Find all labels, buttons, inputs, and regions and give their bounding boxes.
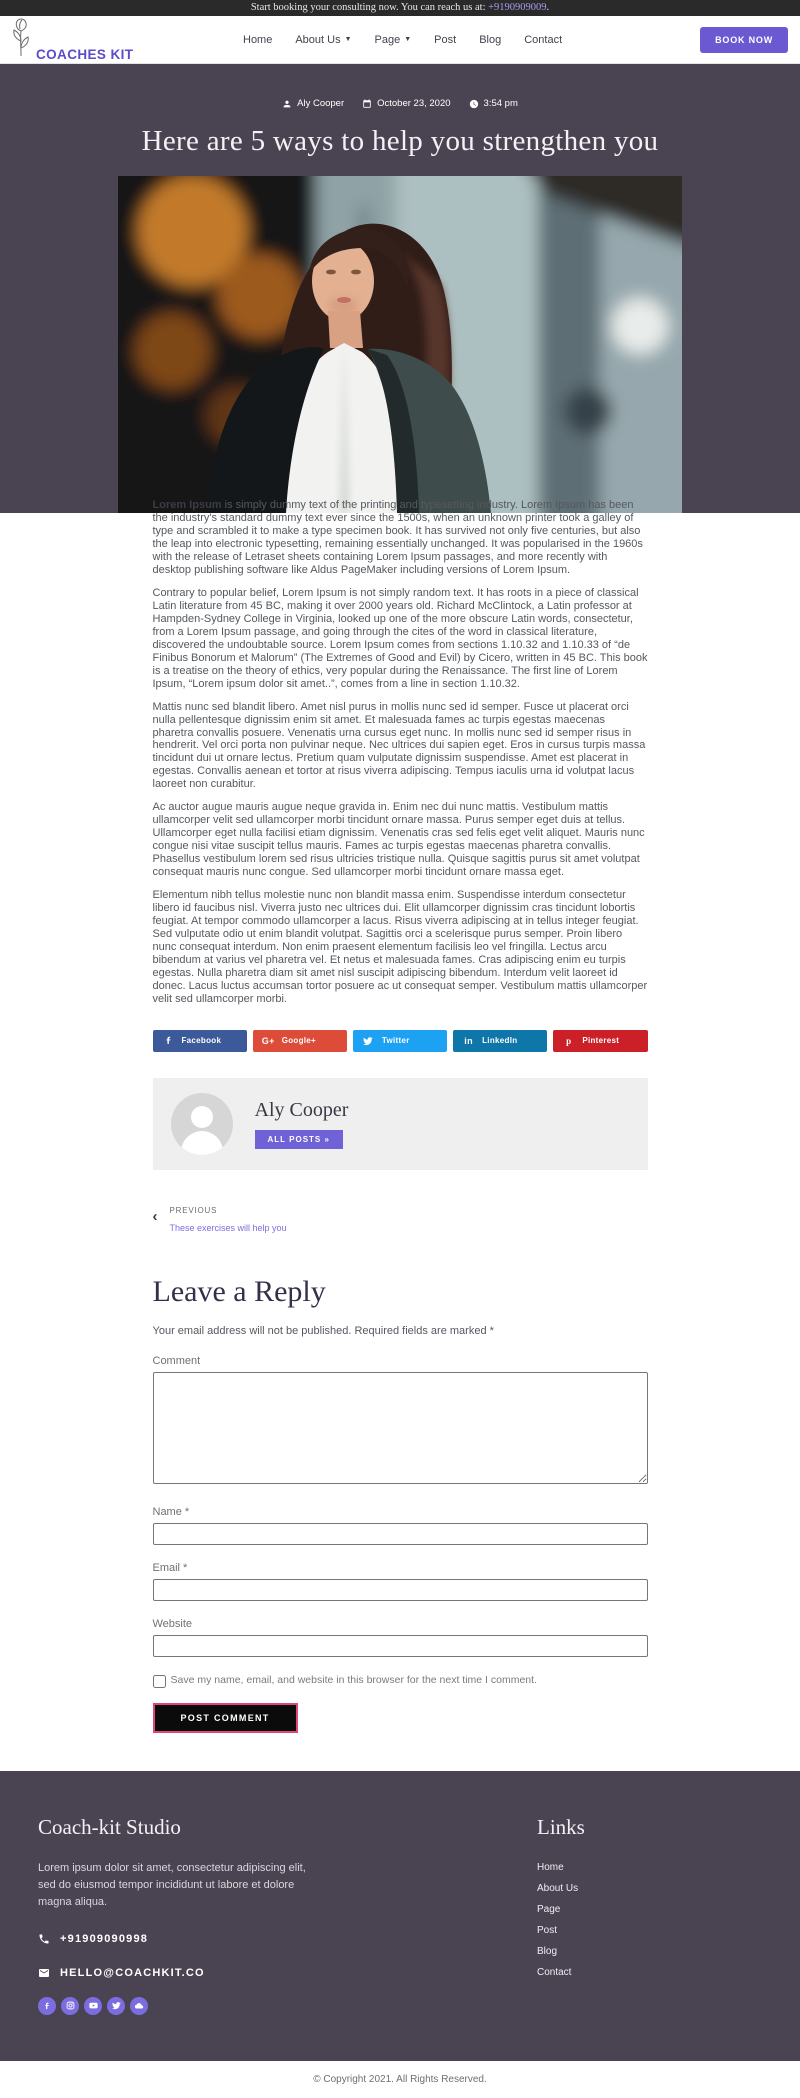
nav-item-contact[interactable]: Contact — [524, 33, 563, 46]
name-field[interactable] — [153, 1523, 648, 1545]
clock-icon — [469, 99, 479, 109]
topbar-phone-link[interactable]: +9190909009 — [488, 2, 547, 13]
envelope-icon — [38, 1967, 50, 1979]
post-time: 3:54 pm — [469, 98, 518, 109]
chevron-down-icon: ▼ — [344, 36, 352, 43]
nav-item-home[interactable]: Home — [243, 33, 273, 46]
previous-label: PREVIOUS — [169, 1205, 218, 1215]
share-linkedin-button[interactable]: in LinkedIn — [453, 1030, 547, 1052]
post-date: October 23, 2020 — [362, 98, 450, 109]
paragraph: Lorem Ipsum is simply dummy text of the printing and typesetting industry. Lorem Ipsum has been the industry's standard dummy text ever since the 1500s, when an unknown printer took a galley of type and scrambled it to make a type specimen book. It has survived not only five centuries, but also the leap into electronic typesetting, remaining essentially unchanged. It was popularised in the 1960s with the release of Letraset sheets containing Lorem Ipsum passages, and more recently with desktop publishing software like Aldus PageMaker including versions of Lorem Ipsum. — [152, 499, 643, 576]
post-author-link[interactable]: Aly Cooper — [282, 98, 344, 109]
footer-link-about-us[interactable]: About Us — [537, 1882, 579, 1894]
nav-item-post[interactable]: Post — [434, 33, 457, 46]
post-navigation — [153, 1200, 648, 1233]
footer-studio-heading: Coach-kit Studio — [38, 1814, 181, 1839]
hero-section — [0, 64, 800, 513]
copyright-bar: © Copyright 2021. All Rights Reserved. — [0, 2061, 800, 2098]
previous-post-link[interactable]: These exercises will help you — [169, 1222, 287, 1233]
paragraph: Ac auctor augue mauris augue neque gravida in. Enim nec dui nunc mattis. Vestibulum mattis ullamcorper velit sed ullamcorper morbi tincidunt ornare massa. Purus semper eget duis at tellus. Ullamcorper eget nulla facilisi etiam dignissim. Venenatis cras sed felis eget velit aliquet. Mauris nunc congue nisi vitae suscipit tellus mauris. Fames ac turpis egestas maecenas pharetra convallis. Phasellus vestibulum lorem sed risus ultricies tristique nulla. Quisque sagittis purus sit amet volutpat consequat mauris nunc congue. Sed ullamcorper morbi tincidunt ornare massa eget. — [152, 801, 645, 879]
share-buttons — [153, 1030, 648, 1052]
share-googleplus-button[interactable]: G+ Google+ — [253, 1030, 347, 1052]
facebook-icon — [163, 1036, 174, 1045]
topbar — [0, 0, 800, 16]
facebook-icon[interactable] — [38, 1997, 56, 2015]
all-posts-button[interactable]: ALL POSTS » — [255, 1130, 343, 1149]
site-header — [0, 16, 800, 64]
author-box — [153, 1078, 648, 1170]
pinterest-icon: p — [566, 1035, 572, 1046]
nav-item-page[interactable]: Page ▼ — [374, 33, 412, 46]
website-label: Website — [152, 1617, 193, 1630]
save-info-checkbox[interactable] — [153, 1675, 166, 1688]
person-icon — [282, 99, 292, 109]
email-field[interactable] — [153, 1579, 648, 1601]
google-plus-icon: G+ — [261, 1035, 275, 1046]
twitter-icon — [363, 1036, 374, 1046]
footer-links — [537, 1862, 585, 1978]
comment-textarea[interactable] — [153, 1372, 648, 1484]
nav-item-blog[interactable]: Blog — [479, 33, 502, 46]
save-info-row: Save my name, email, and website in this browser for the next time I comment. — [153, 1674, 648, 1688]
instagram-icon[interactable] — [61, 1997, 79, 2015]
book-now-button[interactable]: BOOK NOW — [700, 27, 788, 53]
brand-name: COACHES KIT — [36, 47, 134, 62]
brand-logo[interactable] — [8, 17, 188, 62]
calendar-icon — [362, 99, 372, 109]
topbar-message: Start booking your consulting now. You can reach us at: — [250, 2, 486, 13]
footer-phone-link[interactable]: +91909090998 — [38, 1933, 338, 1945]
footer-link-contact[interactable]: Contact — [537, 1966, 572, 1978]
post-meta — [0, 98, 800, 109]
featured-image — [118, 176, 682, 513]
share-pinterest-button[interactable]: p Pinterest — [553, 1030, 647, 1052]
comment-label: Comment — [152, 1354, 201, 1367]
twitter-icon[interactable] — [107, 1997, 125, 2015]
chevron-down-icon: ▼ — [404, 36, 412, 43]
soundcloud-icon[interactable] — [130, 1997, 148, 2015]
email-label: Email * — [152, 1561, 188, 1574]
paragraph: Mattis nunc sed blandit libero. Amet nisl purus in mollis nunc sed id semper. Fusce ut placerat orci nulla pellentesque dignissim enim sit amet. Et malesuada fames ac turpis egestas maecenas pharetra convallis posuere. Venenatis urna cursus eget nunc. In mollis nunc sed id semper risus in hendrerit. Vel orci porta non pulvinar neque. Nec ultrices dui sapien eget. Eros in cursus turpis massa tincidunt dui ut ornare lectus. Pretium quam vulputate dignissim suspendisse. Amet est placerat in egestas. Convallis aenean et tortor at risus viverra adipiscing. Tempus iaculis urna id volutpat lacus laoreet non curabitur. — [152, 700, 646, 791]
share-twitter-button[interactable]: Twitter — [353, 1030, 447, 1052]
footer-studio-text: Lorem ipsum dolor sit amet, consectetur adipiscing elit, sed do eiusmod tempor incididunt ut labore et dolore magna aliqua. — [38, 1861, 306, 1908]
phone-icon — [38, 1933, 50, 1945]
author-name: Aly Cooper — [254, 1098, 349, 1121]
footer-link-home[interactable]: Home — [537, 1861, 564, 1873]
chevron-left-icon[interactable]: ‹ — [152, 1207, 158, 1225]
comment-notice: Your email address will not be published. Required fields are marked * — [152, 1324, 494, 1337]
footer-links-heading: Links — [537, 1814, 585, 1839]
leave-a-reply-heading: Leave a Reply — [152, 1274, 326, 1308]
paragraph: Elementum nibh tellus molestie nunc non blandit massa enim. Suspendisse interdum consectetur libero id faucibus nisl. Viverra justo nec ultrices dui. Elit ullamcorper dignissim cras tincidunt lobortis feugiat. At tempor commodo ullamcorper a lacus. Risus viverra adipiscing at in tellus integer feugiat. Sed vulputate odio ut enim blandit volutpat. Sagittis orci a scelerisque purus semper. Proin libero nunc consequat interdum. Non enim praesent elementum facilisis leo vel fringilla. Lectus arcu bibendum at varius vel pharetra vel. Et netus et malesuada fames. Cras adipiscing enim eu turpis egestas. Nulla pharetra diam sit amet nisl suscipit adipiscing bibendum. Interdum velit laoreet id donec. Lacus luctus accumsan tortor posuere ac ut consequat semper. Vestibulum mattis ullamcorper velit sed ullamcorper morbi. — [152, 889, 648, 1005]
footer-link-post[interactable]: Post — [537, 1924, 558, 1936]
linkedin-icon: in — [464, 1035, 473, 1046]
topbar-suffix: . — [546, 2, 550, 13]
youtube-icon[interactable] — [84, 1997, 102, 2015]
avatar — [171, 1093, 233, 1155]
footer-social-row — [38, 1997, 338, 2015]
name-label: Name * — [152, 1505, 190, 1518]
paragraph: Contrary to popular belief, Lorem Ipsum is not simply random text. It has roots in a piece of classical Latin literature from 45 BC, making it over 2000 years old. Richard McClintock, a Latin professor at Hampden-Sydney College in Virginia, looked up one of the more obscure Latin words, consectetur, from a Lorem Ipsum passage, and going through the cites of the word in classical literature, discovered the undoubtable source. Lorem Ipsum comes from sections 1.10.32 and 1.10.33 of “de Finibus Bonorum et Malorum” (The Extremes of Good and Evil) by Cicero, written in 45 BC. This book is a treatise on the theory of ethics, very popular during the Renaissance. The first line of Lorem Ipsum, “Lorem ipsum dolor sit amet..”, comes from a line in section 1.10.32. — [152, 586, 648, 690]
article-body — [153, 469, 648, 1733]
post-comment-button[interactable]: POST COMMENT — [153, 1703, 298, 1733]
share-facebook-button[interactable]: Facebook — [153, 1030, 247, 1052]
main-nav — [243, 34, 562, 46]
footer-link-page[interactable]: Page — [537, 1903, 561, 1915]
website-field[interactable] — [153, 1635, 648, 1657]
site-footer — [0, 1771, 800, 2061]
footer-email-link[interactable]: HELLO@COACHKIT.CO — [38, 1967, 338, 1979]
footer-link-blog[interactable]: Blog — [537, 1945, 558, 1957]
post-title: Here are 5 ways to help you strengthen you — [141, 125, 659, 157]
nav-item-about-us[interactable]: About Us ▼ — [295, 33, 352, 46]
flower-logo-icon — [8, 17, 34, 62]
